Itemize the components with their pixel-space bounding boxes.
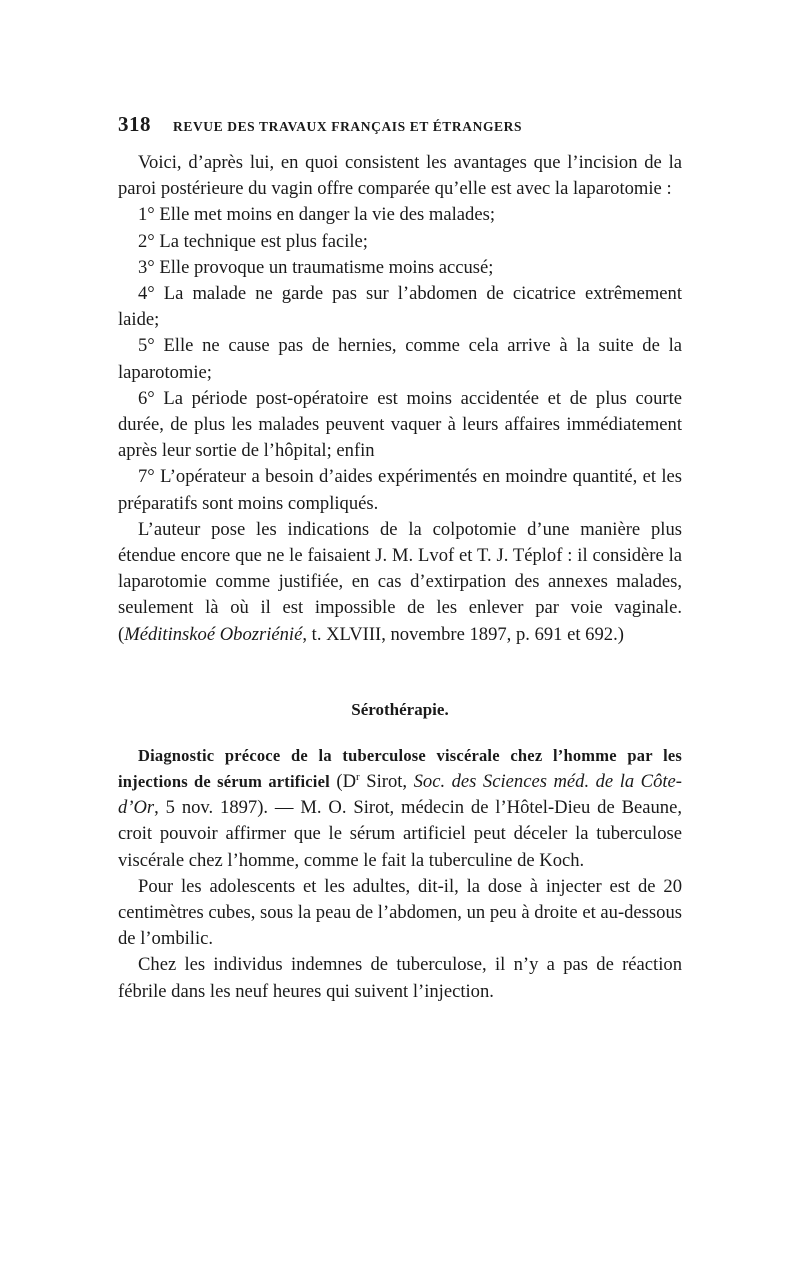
advantage-item: 2° La technique est plus facile; xyxy=(138,230,368,252)
running-title: REVUE DES TRAVAUX FRANÇAIS ET ÉTRANGERS xyxy=(173,119,523,134)
journal-reference: , t. XLVIII, novembre 1897, p. 691 et 692.) xyxy=(302,623,624,645)
conclusion-paragraph xyxy=(118,517,682,648)
journal-title: Méditinskoé Obozriénié xyxy=(124,623,303,645)
advantage-item: 4° La malade ne garde pas sur l’abdomen de cicatrice extrêmement laide; xyxy=(118,283,682,331)
intro-paragraph: Voici, d’après lui, en quoi consistent les avantages que l’incision de la paroi postérieure du vagin offre comparée qu’elle est avec la laparotomie : xyxy=(118,152,682,200)
author-prefix: (D xyxy=(329,771,357,793)
body-paragraph: Pour les adolescents et les adultes, dit-il, la dose à injecter est de 20 centimètres cubes, sous la peau de l’abdomen, un peu à droite et au-dessous de l’ombilic. xyxy=(118,875,682,950)
article-title: Diagnostic précoce de la tuberculose viscérale chez l’homme par les injections de sérum artificiel xyxy=(118,745,682,792)
section-title: Sérothérapie. xyxy=(351,699,449,719)
author-name: Sirot, xyxy=(359,771,414,793)
society-name: Soc. des Sciences méd. de la Côte-d’Or xyxy=(118,771,682,819)
author-superscript: r xyxy=(356,770,360,783)
page-header xyxy=(118,112,688,137)
advantage-item: 1° Elle met moins en danger la vie des malades; xyxy=(138,204,495,226)
advantage-item: 5° Elle ne cause pas de hernies, comme cela arrive à la suite de la laparotomie; xyxy=(118,335,682,383)
advantage-item: 3° Elle provoque un traumatisme moins accusé; xyxy=(138,256,494,278)
article-text: , 5 nov. 1897). — M. O. Sirot, médecin de l’Hôtel-Dieu de Beaune, croit pouvoir affirmer que le sérum artificiel peut déceler la tuberculose viscérale chez l’homme, comme le fait la tuberculine de Koch. xyxy=(118,797,682,871)
advantage-item: 7° L’opérateur a besoin d’aides expérimentés en moindre quantité, et les préparatifs sont moins compliqués. xyxy=(118,466,682,514)
article-paragraph xyxy=(118,743,682,874)
body-paragraph: Chez les individus indemnes de tuberculose, il n’y a pas de réaction fébrile dans les neuf heures qui suivent l’injection. xyxy=(118,954,682,1002)
conclusion-text: L’auteur pose les indications de la colpotomie d’une manière plus étendue encore que ne le faisaient J. M. Lvof et T. J. Téplof : il considère la laparotomie comme justifiée, en cas d’extirpation des annexes malades, seulement là où il est impossible de les enlever par voie vaginale. ( xyxy=(118,518,682,645)
advantage-item: 6° La période post-opératoire est moins accidentée et de plus courte durée, de plus les malades peuvent vaquer à leurs affaires immédiatement après leur sortie de l’hôpital; enfin xyxy=(118,387,682,462)
page-body xyxy=(118,150,682,1005)
page-number: 318 xyxy=(118,112,151,136)
